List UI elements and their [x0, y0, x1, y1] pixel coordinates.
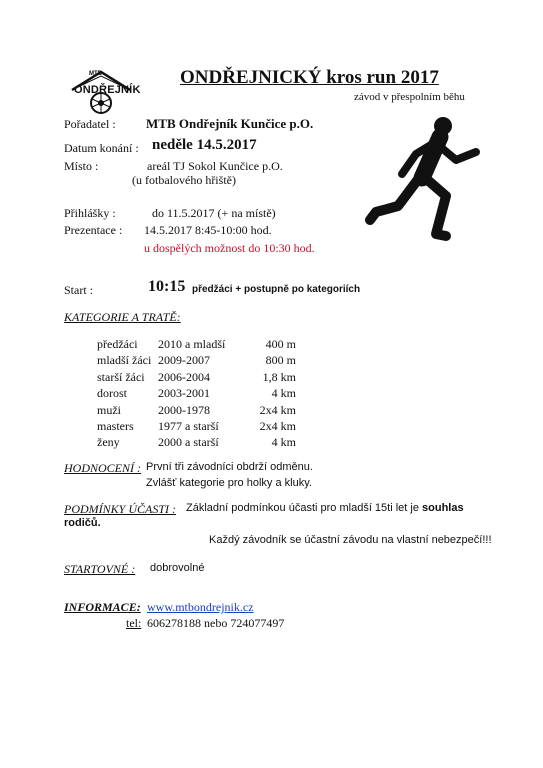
place-line2: (u fotbalového hřiště) — [132, 173, 236, 187]
website-link[interactable]: www.mtbondrejnik.cz — [147, 600, 254, 614]
start-label: Start : — [64, 283, 93, 297]
category-years: 1977 a starší — [158, 419, 219, 433]
runner-icon — [364, 114, 486, 242]
category-years: 2003-2001 — [158, 386, 210, 400]
category-name: starší žáci — [97, 370, 145, 384]
date-label: Datum konání : — [64, 141, 139, 155]
info-label: INFORMACE: — [64, 600, 141, 614]
conditions-bold-parents: rodičů. — [64, 517, 101, 529]
start-note: předžáci + postupně po kategoriích — [192, 284, 361, 295]
fee-value: dobrovolné — [150, 562, 205, 574]
organizer-value: MTB Ondřejník Kunčice p.O. — [146, 116, 314, 131]
category-distance: 4 km — [271, 435, 296, 449]
conditions-line3: Každý závodník se účastní závodu na vlastní nebezpečí!!! — [209, 534, 492, 546]
logo-name: ONDŘEJNÍK — [74, 84, 141, 96]
logo-top-text: MTB — [89, 71, 102, 77]
tel-label: tel: — [126, 616, 142, 630]
category-name: mladší žáci — [97, 353, 152, 367]
category-years: 2009-2007 — [158, 353, 210, 367]
start-time: 10:15 — [148, 278, 186, 295]
place-line1: areál TJ Sokol Kunčice p.O. — [147, 159, 283, 173]
category-years: 2006-2004 — [158, 370, 210, 384]
category-distance: 1,8 km — [262, 370, 296, 384]
category-distance: 2x4 km — [259, 403, 296, 417]
category-name: ženy — [97, 435, 120, 449]
page-title: ONDŘEJNICKÝ kros run 2017 — [180, 67, 439, 88]
category-name: masters — [97, 419, 134, 433]
conditions-line1 — [186, 502, 464, 514]
conditions-label: PODMÍNKY ÚČASTI : — [64, 502, 177, 516]
category-distance: 4 km — [271, 386, 296, 400]
category-years: 2000 a starší — [158, 435, 219, 449]
evaluation-label: HODNOCENÍ : — [64, 461, 141, 475]
fee-label: STARTOVNÉ : — [64, 562, 136, 576]
evaluation-line2: Zvlášť kategorie pro holky a kluky. — [146, 477, 312, 489]
category-years: 2000-1978 — [158, 403, 210, 417]
organizer-label: Pořadatel : — [64, 117, 116, 131]
category-name: dorost — [97, 386, 127, 400]
presentation-adult-note: u dospělých možnost do 10:30 hod. — [144, 241, 315, 255]
category-name: předžáci — [97, 337, 138, 351]
conditions-text: Základní podmínkou účasti pro mladší 15ti let je — [186, 502, 419, 514]
phone-numbers: 606278188 nebo 724077497 — [147, 616, 285, 630]
presentation-value: 14.5.2017 8:45-10:00 hod. — [144, 223, 272, 237]
category-distance: 2x4 km — [259, 419, 296, 433]
categories-heading: KATEGORIE A TRATĚ: — [64, 310, 181, 324]
subtitle: závod v přespolním běhu — [354, 91, 465, 103]
category-name: muži — [97, 403, 121, 417]
conditions-bold-consent: souhlas — [422, 502, 464, 514]
category-distance: 800 m — [265, 353, 296, 367]
evaluation-line1: První tři závodníci obdrží odměnu. — [146, 461, 313, 473]
date-value: neděle 14.5.2017 — [152, 137, 257, 153]
presentation-label: Prezentace : — [64, 223, 123, 237]
registration-value: do 11.5.2017 (+ na místě) — [152, 206, 276, 220]
category-years: 2010 a mladší — [158, 337, 226, 351]
place-label: Místo : — [64, 159, 99, 173]
category-distance: 400 m — [265, 337, 296, 351]
registration-label: Přihlášky : — [64, 206, 116, 220]
